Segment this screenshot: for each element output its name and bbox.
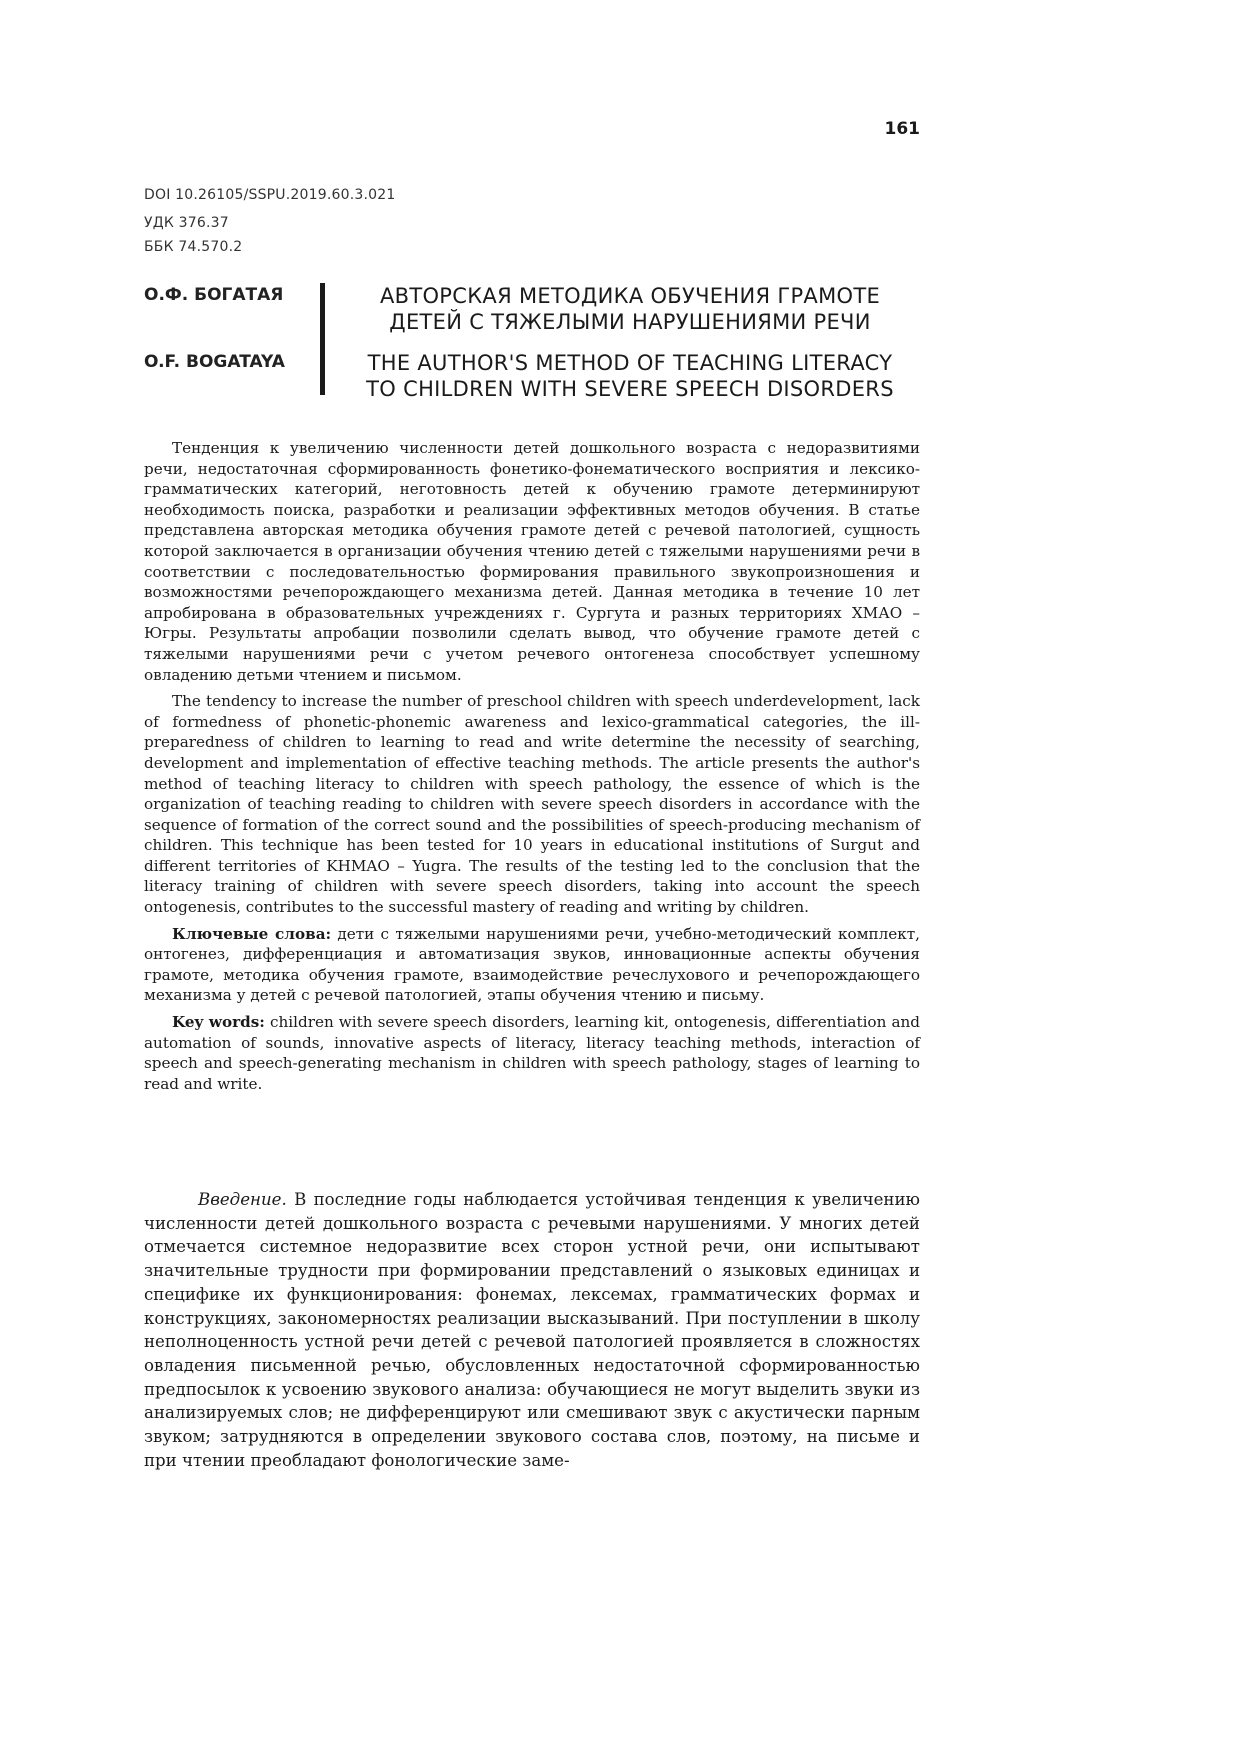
keywords-en-label: Key words: xyxy=(172,1013,265,1032)
introduction-section xyxy=(144,1188,920,1472)
introduction-paragraph xyxy=(144,1188,920,1472)
introduction-label: Введение. xyxy=(198,1190,287,1209)
title-en xyxy=(340,350,920,402)
title-ru-line-2: ДЕТЕЙ С ТЯЖЕЛЫМИ НАРУШЕНИЯМИ РЕЧИ xyxy=(389,310,871,334)
abstract-en: The tendency to increase the number of preschool children with speech underdevelopment, lack of formedness of phonetic-phonemic awareness and lexico-grammatical categories, the ill-preparedness of children to learning to read and write determine the necessity of searching, development and implementation of effective teaching methods. The article presents the author's method of teaching literacy to children with speech pathology, the essence of which is the organization of teaching reading to children with severe speech disorders in accordance with the sequence of formation of the correct sound and the possibilities of speech-producing mechanism of children. This technique has been tested for 10 years in educational institutions of Surgut and different territories of KHMAO – Yugra. The results of the testing led to the conclusion that the literacy training of children with severe speech disorders, taking into account the speech ontogenesis, contributes to the successful mastery of reading and writing by children. xyxy=(144,692,920,917)
keywords-en-text: children with severe speech disorders, learning kit, ontogenesis, differentiation and automation of sounds, innovative aspects of literacy, literacy teaching methods, interaction of speech and speech-generating mechanism in children with speech pathology, stages of learning to read and write. xyxy=(144,1013,920,1093)
title-en-line-2: TO CHILDREN WITH SEVERE SPEECH DISORDERS xyxy=(366,377,894,401)
keywords-ru-label: Ключевые слова: xyxy=(172,924,332,943)
keywords-ru xyxy=(144,924,920,1006)
title-en-line-1: THE AUTHOR'S METHOD OF TEACHING LITERACY xyxy=(367,351,893,375)
doi: DOI 10.26105/SSPU.2019.60.3.021 xyxy=(144,187,396,203)
title-ru xyxy=(340,283,920,335)
keywords-ru-text: дети с тяжелыми нарушениями речи, учебно-методический комплект, онтогенез, дифференциация и автоматизация звуков, инновационные аспекты обучения грамоте, методика обучения грамоте, взаимодействие речеслухового и речепорождающего механизма у детей с речевой патологией, этапы обучения чтению и письму. xyxy=(144,924,920,1005)
title-ru-line-1: АВТОРСКАЯ МЕТОДИКА ОБУЧЕНИЯ ГРАМОТЕ xyxy=(379,284,881,308)
bbk: ББК 74.570.2 xyxy=(144,239,243,255)
abstract-section xyxy=(144,438,920,1094)
introduction-text: В последние годы наблюдается устойчивая тенденция к увеличению численности детей дошкольного возраста с речевыми нарушениями. У многих детей отмечается системное недоразвитие всех сторон устной речи, они испытывают значительные трудности при формировании представлений о языковых единицах и специфике их функционирования: фонемах, лексемах, грамматических формах и конструкциях, закономерностях реализации высказываний. При поступлении в школу неполноценность устной речи детей с речевой патологией проявляется в сложностях овладения письменной речью, обусловленных недостаточной сформированностью предпосылок к усвоению звукового анализа: обучающиеся не могут выделить звуки из анализируемых слов; не дифференцируют или смешивают звук с акустически парным звуком; затрудняются в определении звукового состава слов, поэтому, на письме и при чтении преобладают фонологические заме- xyxy=(144,1190,920,1470)
title-divider xyxy=(320,283,325,395)
abstract-ru: Тенденция к увеличению численности детей дошкольного возраста с недоразвитиями речи, недостаточная сформированность фонетико-фонематического восприятия и лексико-грамматических категорий, неготовность детей к обучению грамоте детерминируют необходимость поиска, разработки и реализации эффективных методов обучения. В статье представлена авторская методика обучения грамоте детей с речевой патологией, сущность которой заключается в организации обучения чтению детей с тяжелыми нарушениями речи в соответствии с последовательностью формирования правильного звукопроизношения и возможностями речепорождающего механизма детей. Данная методика в течение 10 лет апробирована в образовательных учреждениях г. Сургута и разных территориях ХМАО – Югры. Результаты апробации позволили сделать вывод, что обучение грамоте детей с тяжелыми нарушениями речи с учетом речевого онтогенеза способствует успешному овладению детьми чтением и письмом. xyxy=(144,439,920,684)
page-number: 161 xyxy=(884,119,920,139)
author-ru: О.Ф. БОГАТАЯ xyxy=(144,285,284,305)
udk: УДК 376.37 xyxy=(144,215,229,231)
author-en: O.F. BOGATAYA xyxy=(144,352,285,372)
keywords-en xyxy=(144,1012,920,1094)
